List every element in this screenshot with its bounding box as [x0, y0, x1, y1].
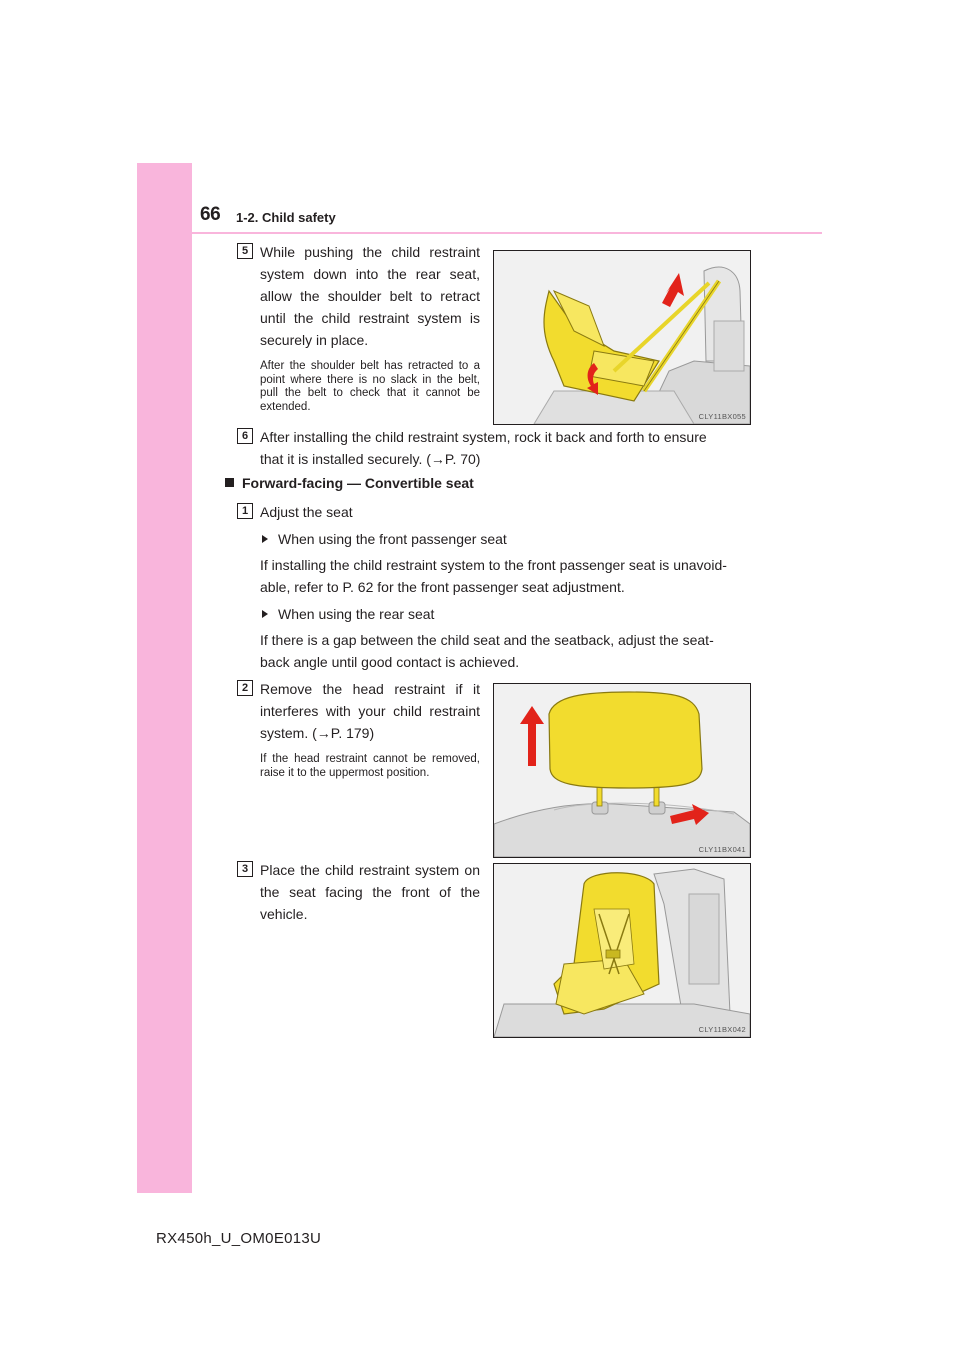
head-restraint-illustration — [494, 684, 750, 857]
child-seat-belt-illustration — [494, 251, 750, 424]
step-number-6: 6 — [237, 428, 253, 444]
step-6-text-line1: After installing the child restraint system, rock it back and forth to ensure — [260, 429, 707, 445]
forward-facing-seat-illustration — [494, 864, 750, 1037]
rear-seat-subheading: When using the rear seat — [262, 603, 434, 625]
section-heading: Forward-facing — Convertible seat — [225, 475, 474, 491]
rear-seat-text-line2: back angle until good contact is achieved. — [260, 654, 520, 670]
figure-code: CLY11BX042 — [698, 1025, 746, 1034]
step-number-5: 5 — [237, 243, 253, 259]
figure-child-seat-rear-facing — [493, 250, 751, 425]
figure-code: CLY11BX041 — [698, 845, 746, 854]
step-1-title: Adjust the seat — [260, 504, 353, 520]
square-bullet-icon — [225, 478, 234, 487]
figure-head-restraint — [493, 683, 751, 858]
step-6-text-line2: that it is installed securely. (→P. 70) — [260, 451, 481, 467]
step-5-text: While pushing the child restraint system down into the rear seat, allow the shoulder belt to retract until the child restraint system is securely in place. — [260, 244, 480, 348]
header-rule — [192, 232, 822, 234]
page-number: 66 — [200, 204, 221, 225]
front-seat-text-line2: able, refer to P. 62 for the front passenger seat adjustment. — [260, 579, 625, 595]
triangle-bullet-icon — [262, 610, 268, 618]
front-seat-subheading: When using the front passenger seat — [262, 528, 507, 550]
figure-code: CLY11BX055 — [698, 412, 746, 421]
step-3-text: Place the child restraint system on the seat facing the front of the vehicle. — [260, 862, 480, 922]
section-title: 1-2. Child safety — [236, 210, 336, 225]
step-2-text: Remove the head restraint if it interferes with your child restraint system. (→P. 179) — [260, 681, 480, 741]
front-seat-text-line1: If installing the child restraint system to the front passenger seat is unavoid- — [260, 557, 727, 573]
step-5-note: After the shoulder belt has retracted to a point where there is no slack in the belt, pull the belt to check that it cannot be extended. — [260, 360, 480, 413]
footer-document-code: RX450h_U_OM0E013U — [156, 1230, 322, 1247]
side-tab-bar — [137, 163, 192, 1193]
step-number-1: 1 — [237, 503, 253, 519]
step-number-3: 3 — [237, 861, 253, 877]
figure-forward-facing-seat — [493, 863, 751, 1038]
triangle-bullet-icon — [262, 535, 268, 543]
rear-seat-text-line1: If there is a gap between the child seat and the seatback, adjust the seat- — [260, 632, 714, 648]
step-2-note: If the head restraint cannot be removed, raise it to the uppermost position. — [260, 753, 480, 779]
step-number-2: 2 — [237, 680, 253, 696]
